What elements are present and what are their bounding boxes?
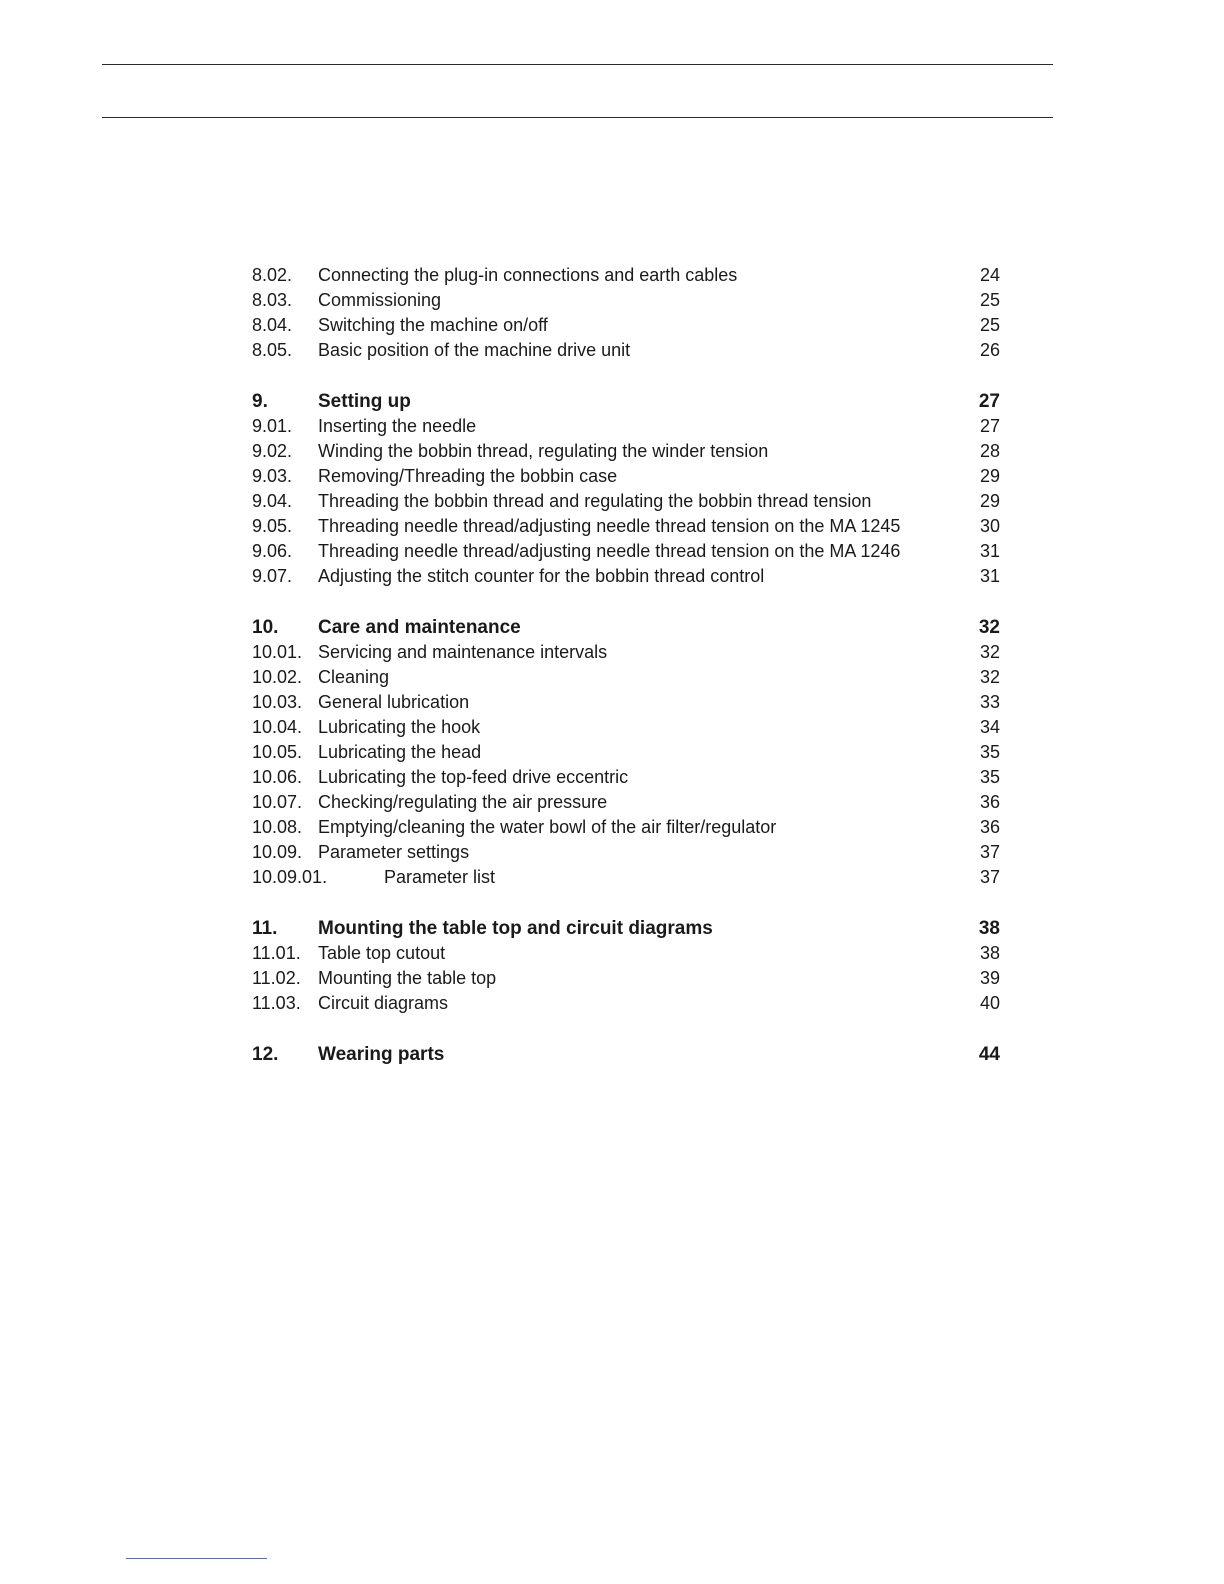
toc-entry[interactable] (252, 941, 1000, 966)
toc-title: Parameter settings (318, 842, 470, 862)
toc-section-heading[interactable] (252, 916, 1000, 941)
toc-title: Checking/regulating the air pressure (318, 792, 608, 812)
toc-page-number: 37 (979, 867, 1000, 887)
toc-entry[interactable] (252, 690, 1000, 715)
toc-title: Emptying/cleaning the water bowl of the air filter/regulator (318, 817, 777, 837)
toc-title: Connecting the plug-in connections and earth cables (318, 265, 738, 285)
toc-number: 11.01. (252, 943, 301, 963)
toc-number: 11.03. (252, 993, 301, 1013)
toc-page-number: 31 (979, 541, 1000, 561)
toc-title: Mounting the table top and circuit diagrams (318, 918, 713, 939)
table-of-contents (252, 263, 1000, 1067)
toc-entry[interactable] (252, 489, 1000, 514)
toc-number: 10.02. (252, 667, 303, 687)
toc-title: Removing/Threading the bobbin case (318, 466, 618, 486)
toc-page-number: 25 (979, 290, 1000, 310)
toc-entry[interactable] (252, 263, 1000, 288)
toc-number: 10.05. (252, 742, 303, 762)
toc-entry[interactable] (252, 414, 1000, 439)
toc-title: Care and maintenance (318, 617, 521, 638)
footer-link-underline (126, 1558, 267, 1559)
toc-page-number: 40 (979, 993, 1000, 1013)
toc-page-number: 34 (979, 717, 1000, 737)
toc-page-number: 36 (979, 817, 1000, 837)
header-rule-bottom (102, 117, 1053, 118)
toc-page-number: 32 (979, 667, 1000, 687)
toc-page-number: 35 (979, 742, 1000, 762)
toc-number: 10.07. (252, 792, 303, 812)
toc-page-number: 29 (979, 466, 1000, 486)
toc-entry[interactable] (252, 640, 1000, 665)
toc-title: Setting up (318, 391, 411, 412)
toc-entry[interactable] (252, 740, 1000, 765)
toc-number: 9.03. (252, 466, 293, 486)
toc-number: 8.03. (252, 290, 293, 310)
toc-page-number: 39 (979, 968, 1000, 988)
header-rule-top (102, 64, 1053, 65)
toc-page-number: 28 (979, 441, 1000, 461)
toc-page-number: 32 (978, 617, 1000, 638)
toc-entry[interactable] (252, 514, 1000, 539)
toc-number: 10.04. (252, 717, 303, 737)
toc-section-heading[interactable] (252, 389, 1000, 414)
toc-title: Switching the machine on/off (318, 315, 548, 335)
toc-title: Adjusting the stitch counter for the bobbin thread control (318, 566, 765, 586)
toc-title: Circuit diagrams (318, 993, 449, 1013)
toc-number: 9.05. (252, 516, 293, 536)
toc-page-number: 37 (979, 842, 1000, 862)
toc-title: Threading needle thread/adjusting needle thread tension on the MA 1246 (318, 541, 901, 561)
toc-number: 9.02. (252, 441, 293, 461)
toc-number: 10.08. (252, 817, 303, 837)
toc-title: Inserting the needle (318, 416, 477, 436)
toc-page-number: 33 (979, 692, 1000, 712)
toc-entry[interactable] (252, 313, 1000, 338)
toc-title: Table top cutout (318, 943, 446, 963)
toc-section-heading[interactable] (252, 1042, 1000, 1067)
toc-number: 10.03. (252, 692, 303, 712)
toc-number: 9.07. (252, 566, 293, 586)
toc-number: 8.05. (252, 340, 293, 360)
toc-page-number: 36 (979, 792, 1000, 812)
toc-entry[interactable] (252, 815, 1000, 840)
toc-page-number: 38 (978, 918, 1000, 939)
toc-number: 11. (252, 918, 278, 939)
toc-title: Lubricating the head (318, 742, 482, 762)
toc-entry[interactable] (252, 991, 1000, 1016)
toc-number: 12. (252, 1044, 279, 1065)
toc-number: 9.06. (252, 541, 293, 561)
toc-number: 8.04. (252, 315, 293, 335)
toc-page-number: 24 (979, 265, 1000, 285)
toc-entry[interactable] (252, 564, 1000, 589)
toc-number: 10.09. (252, 842, 303, 862)
toc-number: 9.01. (252, 416, 293, 436)
toc-entry[interactable] (252, 966, 1000, 991)
toc-title: Winding the bobbin thread, regulating the winder tension (318, 441, 769, 461)
toc-number: 10.06. (252, 767, 303, 787)
toc-page-number: 30 (979, 516, 1000, 536)
toc-title: Threading needle thread/adjusting needle thread tension on the MA 1245 (318, 516, 901, 536)
toc-number: 10.01. (252, 642, 303, 662)
toc-entry[interactable] (252, 665, 1000, 690)
toc-number: 9.04. (252, 491, 293, 511)
toc-page-number: 44 (978, 1044, 1000, 1065)
toc-entry[interactable] (252, 288, 1000, 313)
toc-title: Parameter list (384, 867, 496, 887)
toc-title: Lubricating the hook (318, 717, 481, 737)
toc-entry[interactable] (252, 715, 1000, 740)
toc-entry[interactable] (252, 439, 1000, 464)
toc-entry[interactable] (252, 539, 1000, 564)
toc-page-number: 27 (979, 416, 1000, 436)
toc-page-number: 32 (979, 642, 1000, 662)
toc-page-number: 35 (979, 767, 1000, 787)
toc-page-number: 27 (978, 391, 1000, 412)
toc-title: Threading the bobbin thread and regulating the bobbin thread tension (318, 491, 872, 511)
toc-entry[interactable] (252, 338, 1000, 363)
toc-title: Lubricating the top-feed drive eccentric (318, 767, 629, 787)
toc-page-number: 25 (979, 315, 1000, 335)
toc-page-number: 26 (979, 340, 1000, 360)
toc-entry[interactable] (252, 790, 1000, 815)
toc-title: Servicing and maintenance intervals (318, 642, 608, 662)
toc-page-number: 29 (979, 491, 1000, 511)
toc-page-number: 31 (979, 566, 1000, 586)
toc-number: 10. (252, 617, 279, 638)
toc-entry[interactable] (252, 840, 1000, 865)
toc-title: Commissioning (318, 290, 442, 310)
toc-number: 11.02. (252, 968, 301, 988)
toc-page-number: 38 (979, 943, 1000, 963)
toc-title: Wearing parts (318, 1044, 445, 1065)
toc-title: Basic position of the machine drive unit (318, 340, 631, 360)
toc-title: General lubrication (318, 692, 470, 712)
toc-title: Cleaning (318, 667, 390, 687)
toc-entry[interactable] (252, 765, 1000, 790)
toc-number: 10.09.01. (252, 867, 328, 887)
toc-number: 8.02. (252, 265, 293, 285)
toc-entry[interactable] (252, 865, 1000, 890)
toc-title: Mounting the table top (318, 968, 497, 988)
toc-entry[interactable] (252, 464, 1000, 489)
toc-section-heading[interactable] (252, 615, 1000, 640)
toc-number: 9. (252, 391, 268, 412)
